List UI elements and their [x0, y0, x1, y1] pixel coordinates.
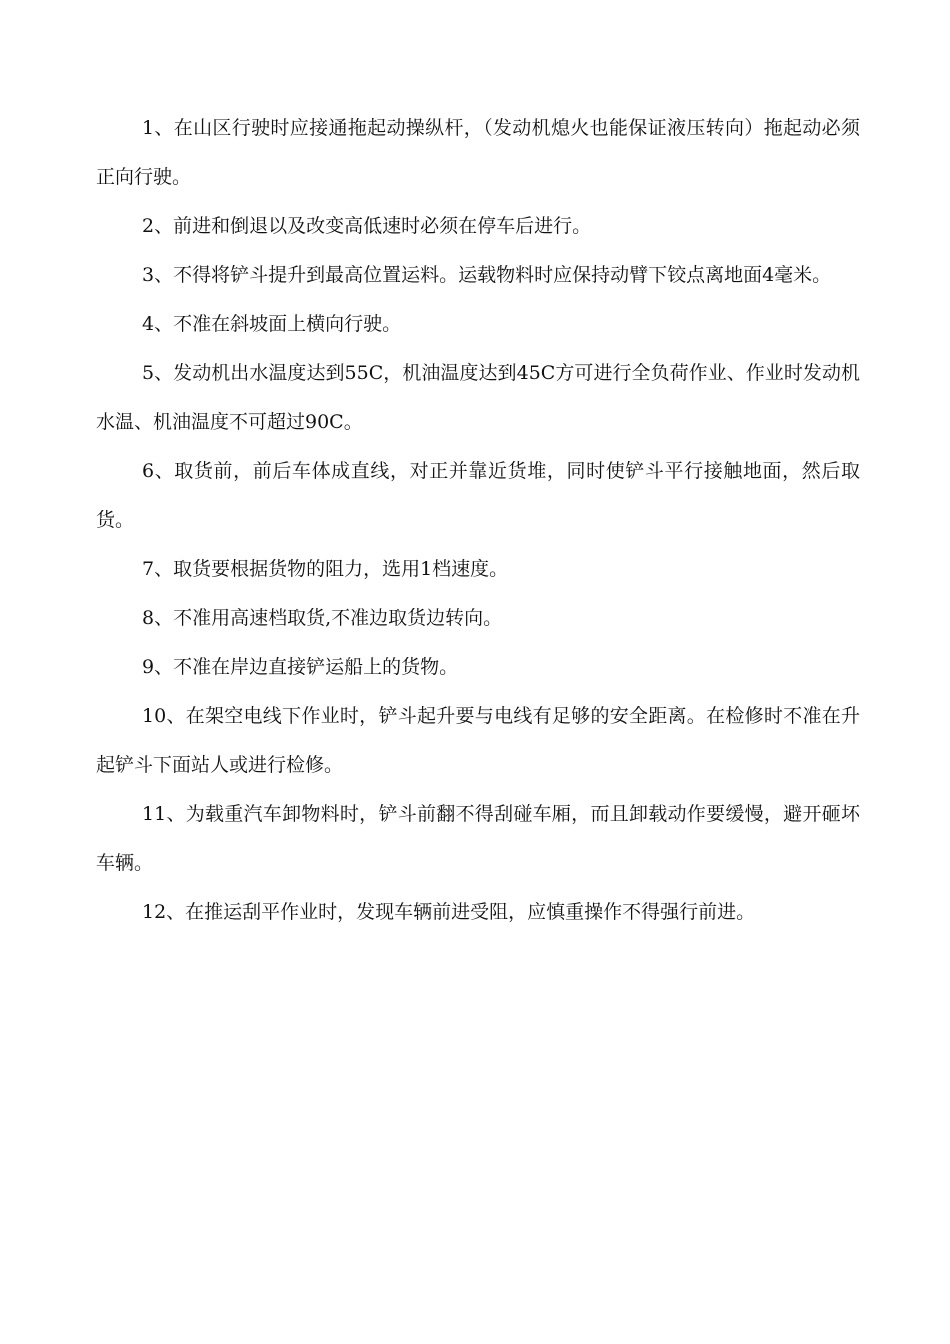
paragraph-9: 9、不准在岸边直接铲运船上的货物。: [142, 656, 459, 678]
paragraph-8: 8、不准用高速档取货,不准边取货边转向。: [142, 607, 503, 629]
paragraph-10: 10、在架空电线下作业时，铲斗起升要与电线有足够的安全距离。在检修时不准在升起铲斗下面站人或进行检修。: [96, 705, 860, 776]
paragraph-6: 6、取货前，前后车体成直线，对正并靠近货堆，同时使铲斗平行接触地面，然后取货。: [96, 460, 860, 531]
paragraph-5: 5、发动机出水温度达到55C，机油温度达到45C方可进行全负荷作业、作业时发动机水温、机油温度不可超过90C。: [96, 362, 860, 433]
paragraph-1: 1、在山区行驶时应接通拖起动操纵杆，（发动机熄火也能保证液压转向）拖起动必须正向行驶。: [96, 117, 860, 188]
paragraph-12: 12、在推运刮平作业时，发现车辆前进受阻，应慎重操作不得强行前进。: [142, 901, 756, 923]
paragraph-7: 7、取货要根据货物的阻力，选用1档速度。: [142, 558, 509, 580]
paragraph-2: 2、前进和倒退以及改变高低速时必须在停车后进行。: [142, 215, 592, 237]
paragraph-3: 3、不得将铲斗提升到最高位置运料。运载物料时应保持动臂下铰点离地面4毫米。: [142, 264, 832, 286]
paragraph-4: 4、不准在斜坡面上横向行驶。: [142, 313, 402, 335]
paragraph-11: 11、为载重汽车卸物料时，铲斗前翻不得刮碰车厢，而且卸载动作要缓慢，避开砸坏车辆。: [96, 803, 860, 874]
document-body: [96, 104, 860, 937]
